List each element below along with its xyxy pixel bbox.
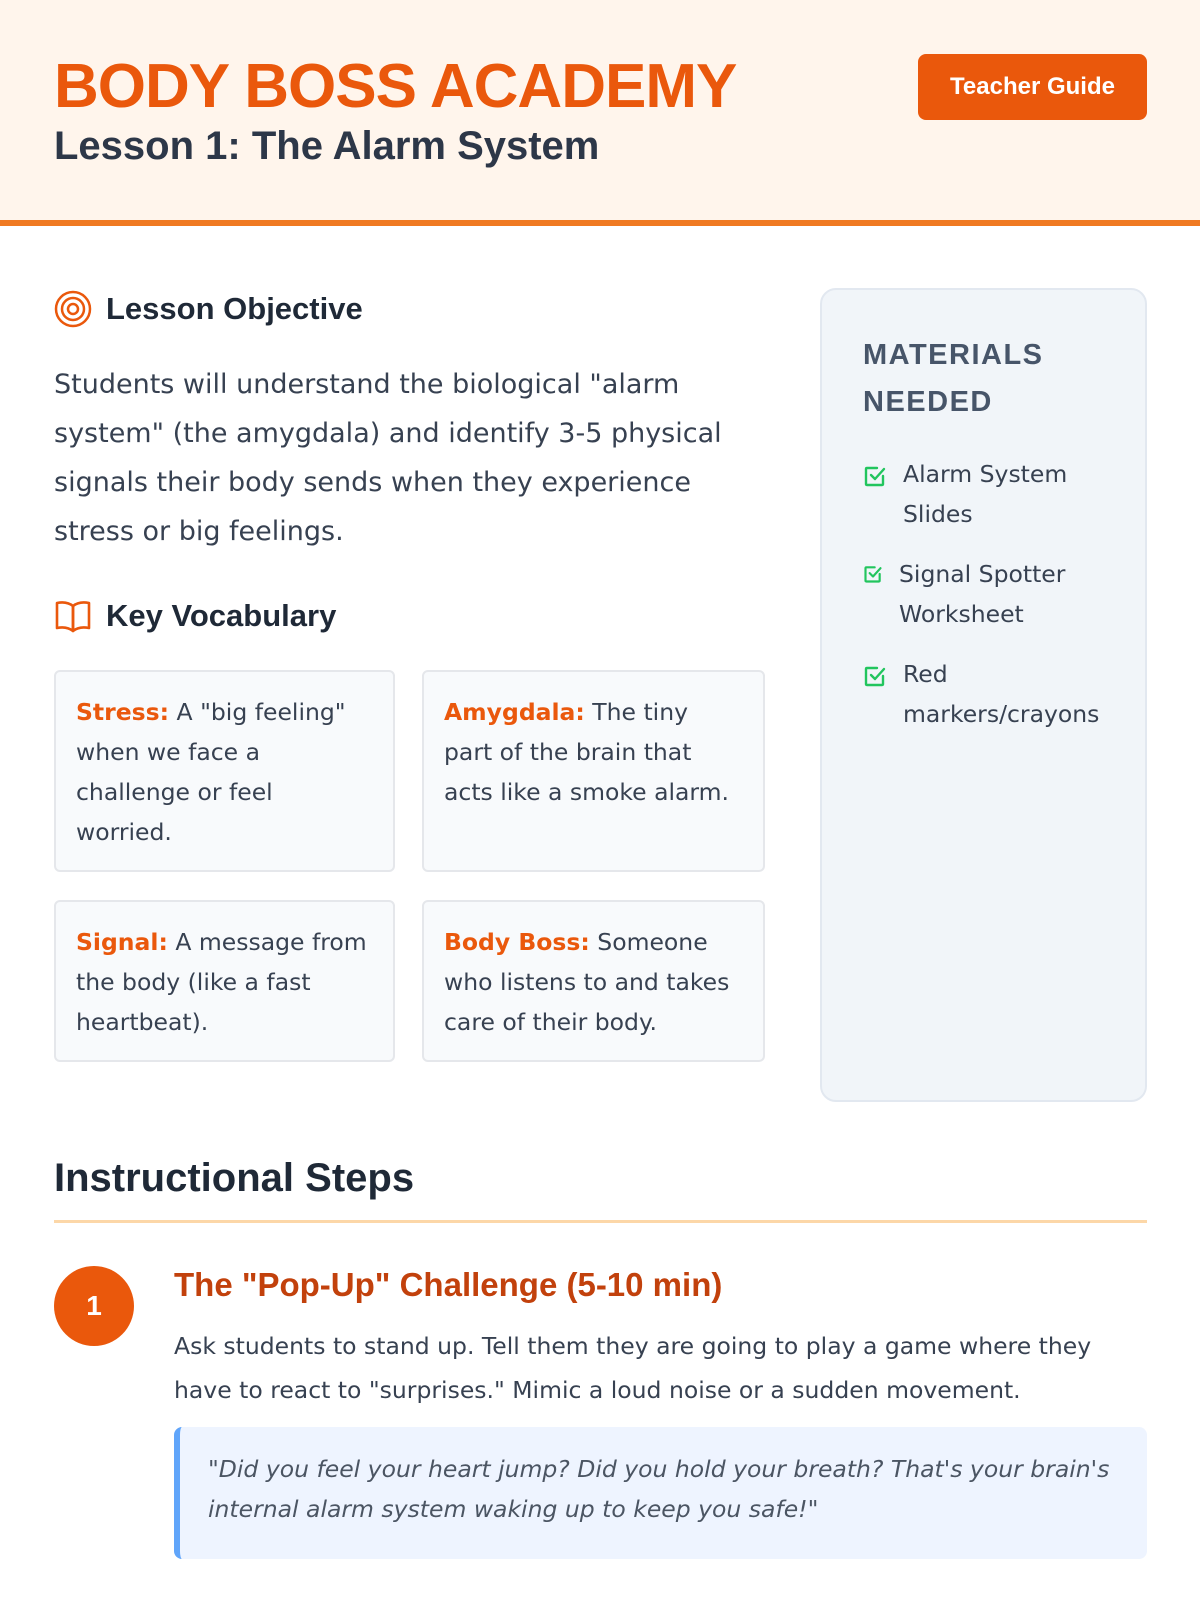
vocab-card-amygdala [422,670,765,872]
materials-panel [820,288,1147,1102]
steps-divider [54,1220,1147,1223]
material-label: Red markers/crayons [903,660,1100,728]
steps-heading: Instructional Steps [54,1156,415,1200]
vocab-card-stress [54,670,395,872]
vocab-definition: Someone who listens to and takes care of their body. [444,928,730,1036]
vocabulary-heading-label: Key Vocabulary [106,598,337,633]
vocab-term: Body Boss: [444,928,590,956]
vocab-card-signal [54,900,395,1062]
check-square-icon [863,564,883,584]
book-open-icon [54,598,92,634]
page-header [0,0,1200,226]
vocab-term: Amygdala: [444,698,585,726]
objective-heading [54,290,363,328]
objective-text: Students will understand the biological "alarm system" (the amygdala) and identify 3-5 physical signals their body sends when they experience stress or big feelings. [54,369,722,547]
step-title: The "Pop-Up" Challenge (5-10 min) [174,1266,723,1303]
material-label: Alarm System Slides [903,460,1068,528]
material-label: Signal Spotter Worksheet [899,560,1066,628]
check-square-icon [863,464,887,488]
lesson-subtitle: Lesson 1: The Alarm System [54,124,600,168]
step-body: Ask students to stand up. Tell them they are going to play a game where they have to react to "surprises." Mimic a loud noise or a sudden movement. [174,1332,1092,1404]
step-quote: "Did you feel your heart jump? Did you hold your breath? That's your brain's internal alarm system waking up to keep you safe!" [174,1427,1147,1559]
brand-title: BODY BOSS ACADEMY [54,52,737,121]
objective-heading-label: Lesson Objective [106,291,363,326]
vocab-term: Signal: [76,928,168,956]
check-square-icon [863,664,887,688]
vocab-definition: A "big feeling" when we face a challenge or feel worried. [76,698,346,846]
vocab-term: Stress: [76,698,170,726]
vocab-definition: The tiny part of the brain that acts like a smoke alarm. [444,698,730,806]
vocab-definition: A message from the body (like a fast heartbeat). [76,928,367,1036]
material-item [863,454,1103,534]
materials-title: MATERIALS NEEDED [863,339,1044,418]
vocabulary-heading [54,598,336,634]
vocab-card-body-boss [422,900,765,1062]
step-number-badge: 1 [54,1266,134,1346]
material-item [863,554,1083,634]
target-icon [54,290,92,328]
teacher-guide-button[interactable]: Teacher Guide [918,54,1147,120]
material-item [863,654,1103,734]
